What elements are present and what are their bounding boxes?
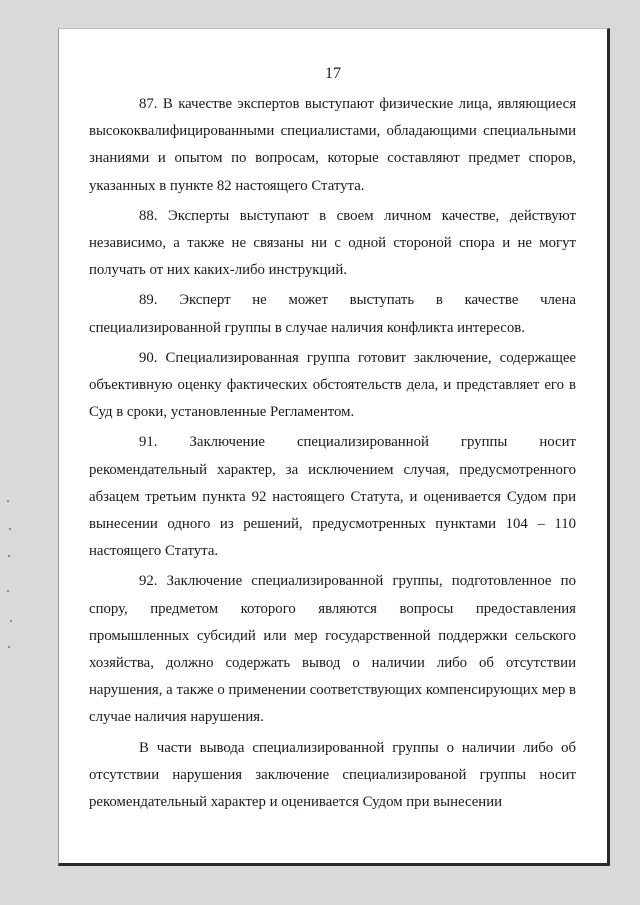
document-page bbox=[58, 28, 610, 866]
scan-edge-marks bbox=[6, 500, 12, 650]
paragraph-88: 88. Эксперты выступают в своем личном качестве, действуют независимо, а также не связаны ни с одной стороной спора и не могут получать от них каких-либо инструкций. bbox=[89, 207, 576, 279]
paragraph-90: 90. Специализированная группа готовит заключение, содержащее объективную оценку фактических обстоятельств дела, и представляет его в Суд в сроки, установленные Регламентом. bbox=[89, 349, 576, 421]
page-number: 17 bbox=[325, 65, 341, 82]
paragraph-92-continuation: В части вывода специализированной группы о наличии либо об отсутствии нарушения заключение специализированой группы носит рекомендательный характер и оценивается Судом при вынесении bbox=[89, 739, 576, 811]
paragraph-91: 91. Заключение специализированной группы носит рекомендательный характер, за исключением случая, предусмотренного абзацем третьим пункта 92 настоящего Статута, и оценивается Судом при вынесении одного из решений, предусмотренных пунктами 104 – 110 настоящего Статута. bbox=[89, 434, 576, 560]
paragraph-89: 89. Эксперт не может выступать в качестве члена специализированной группы в случае наличия конфликта интересов. bbox=[89, 292, 576, 336]
paragraph-92: 92. Заключение специализированной группы, подготовленное по спору, предметом которого являются вопросы предоставления промышленных субсидий или мер государственной поддержки сельского хозяйства, должно содержать вывод о наличии либо об отсутствии нарушения, а также о применении соответствующих компенсирующих мер в случае наличия нарушения. bbox=[89, 573, 576, 726]
document-body bbox=[89, 91, 576, 816]
paragraph-87: 87. В качестве экспертов выступают физические лица, являющиеся высококвалифицированными специалистами, обладающими специальными знаниями и опытом по вопросам, которые составляют предмет споров, указанных в пункте 82 настоящего Статута. bbox=[89, 96, 576, 194]
